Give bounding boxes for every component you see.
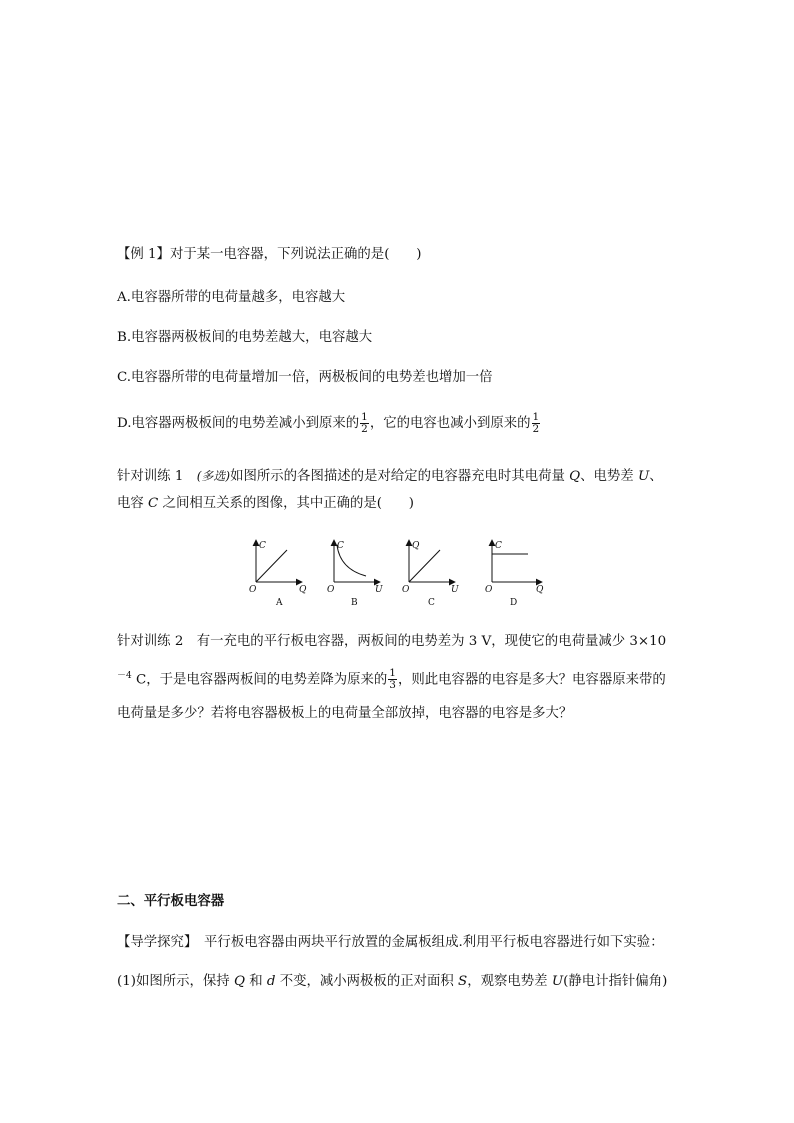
graph-d-x-label: Q bbox=[536, 585, 544, 595]
option-d-text-1: D.电容器两极板间的电势差减小到原来的 bbox=[117, 416, 360, 431]
graph-a-y-label: C bbox=[259, 541, 266, 551]
graph-a-curve bbox=[256, 550, 287, 582]
graph-d-label: D bbox=[510, 598, 518, 608]
training1-text-c: 、 bbox=[649, 469, 663, 484]
option-d-text-2: ，它的电容也减小到原来的 bbox=[369, 416, 531, 431]
fraction-one-half-2 bbox=[532, 412, 541, 435]
option-a-text: A.电容器所带的电荷量越多，电容越大 bbox=[117, 290, 346, 305]
var-u: U bbox=[637, 469, 650, 484]
training2-text-2a: C，于是电容器两板间的电势差降为原来的 bbox=[131, 672, 388, 688]
training1-label: 针对训练 1 bbox=[117, 469, 197, 484]
fraction-numerator: 1 bbox=[389, 667, 396, 680]
training1-line1 bbox=[117, 467, 663, 486]
training1-text-e: 之间相互关系的图像，其中正确的是( ) bbox=[158, 496, 415, 511]
training2-text-1: 针对训练 2 有一充电的平行板电容器，两板间的电势差为 3 V，现使它的电荷量减少 3×10 bbox=[117, 634, 667, 649]
graph-b-origin: O bbox=[327, 585, 335, 595]
graph-a-label: A bbox=[276, 598, 283, 608]
training1-text-d: 电容 bbox=[117, 496, 149, 511]
graph-a bbox=[249, 540, 307, 608]
cq-graphs-figure bbox=[0, 532, 794, 612]
fraction-numerator: 1 bbox=[361, 411, 368, 423]
var-q: Q bbox=[233, 974, 245, 989]
training2-line2 bbox=[117, 667, 666, 691]
graph-c-label: C bbox=[428, 598, 435, 608]
section2-heading bbox=[117, 892, 224, 910]
graph-c-curve bbox=[409, 550, 440, 582]
guide-bracket: 【导学探究】 bbox=[117, 935, 191, 950]
training2-line3 bbox=[117, 705, 572, 723]
item1-text-e: ，观察电势差 bbox=[467, 974, 552, 989]
training1-tag: (多选) bbox=[196, 469, 231, 483]
item1-text-b: 和 bbox=[244, 974, 267, 989]
graph-c-origin: O bbox=[402, 585, 410, 595]
item1-text-f: (静电计指针偏角) bbox=[563, 974, 668, 989]
graph-c-x-label: U bbox=[451, 585, 459, 595]
var-d: d bbox=[266, 974, 276, 989]
example1-bracket: 【例 1】 bbox=[117, 247, 170, 262]
example1-option-c bbox=[117, 369, 493, 387]
guide-explore bbox=[117, 934, 664, 952]
graph-b-label: B bbox=[351, 598, 358, 608]
graph-b bbox=[327, 540, 383, 608]
training1-text-a: 如图所示的各图描述的是对给定的电容器充电时其电荷量 bbox=[230, 469, 570, 484]
graph-d-origin: O bbox=[485, 585, 493, 595]
guide-text: 平行板电容器由两块平行放置的金属板组成.利用平行板电容器进行如下实验： bbox=[190, 935, 664, 950]
item1-text-a: (1)如图所示，保持 bbox=[117, 974, 234, 989]
training1-line2 bbox=[117, 495, 414, 513]
example1-option-b bbox=[117, 329, 372, 347]
experiment-item-1 bbox=[117, 973, 667, 991]
graph-b-y-label: C bbox=[337, 541, 344, 551]
item1-text-c: 不变，减小两极板的正对面积 bbox=[275, 974, 459, 989]
option-b-text: B.电容器两极板间的电势差越大，电容越大 bbox=[117, 330, 373, 345]
section-title: 二、平行板电容器 bbox=[117, 893, 225, 909]
graph-d-y-label: C bbox=[495, 541, 502, 551]
graph-a-origin: O bbox=[249, 585, 257, 595]
option-c-text: C.电容器所带的电荷量增加一倍，两极板间的电势差也增加一倍 bbox=[117, 370, 493, 385]
graph-b-x-label: U bbox=[375, 585, 383, 595]
training2-line1 bbox=[117, 633, 666, 651]
var-q: Q bbox=[569, 469, 581, 484]
example1-stem bbox=[117, 246, 421, 264]
example1-question: 对于某一电容器，下列说法正确的是( ) bbox=[169, 247, 422, 262]
training2-text-3: 电荷量是多少？若将电容器极板上的电荷量全部放掉，电容器的电容是多大？ bbox=[117, 706, 573, 721]
graph-c-y-label: Q bbox=[412, 541, 420, 551]
fraction-denominator: 3 bbox=[389, 679, 396, 692]
graph-a-x-label: Q bbox=[299, 585, 307, 595]
var-c: C bbox=[148, 496, 159, 511]
example1-option-a bbox=[117, 289, 345, 307]
fraction-one-half bbox=[360, 412, 369, 435]
fraction-denominator: 2 bbox=[361, 423, 368, 435]
fraction-numerator: 1 bbox=[532, 411, 540, 423]
example1-option-d bbox=[117, 412, 541, 435]
graph-d bbox=[485, 540, 544, 608]
training2-text-2b: ，则此电容器的电容是多大？电容器原来带的 bbox=[397, 672, 666, 688]
var-u: U bbox=[551, 974, 564, 989]
training1-text-b: 、电势差 bbox=[580, 469, 638, 484]
var-s: S bbox=[458, 974, 468, 989]
graph-c bbox=[402, 540, 459, 608]
exponent: －4 bbox=[117, 671, 132, 681]
fraction-denominator: 2 bbox=[532, 423, 540, 435]
fraction-one-third bbox=[388, 668, 397, 691]
